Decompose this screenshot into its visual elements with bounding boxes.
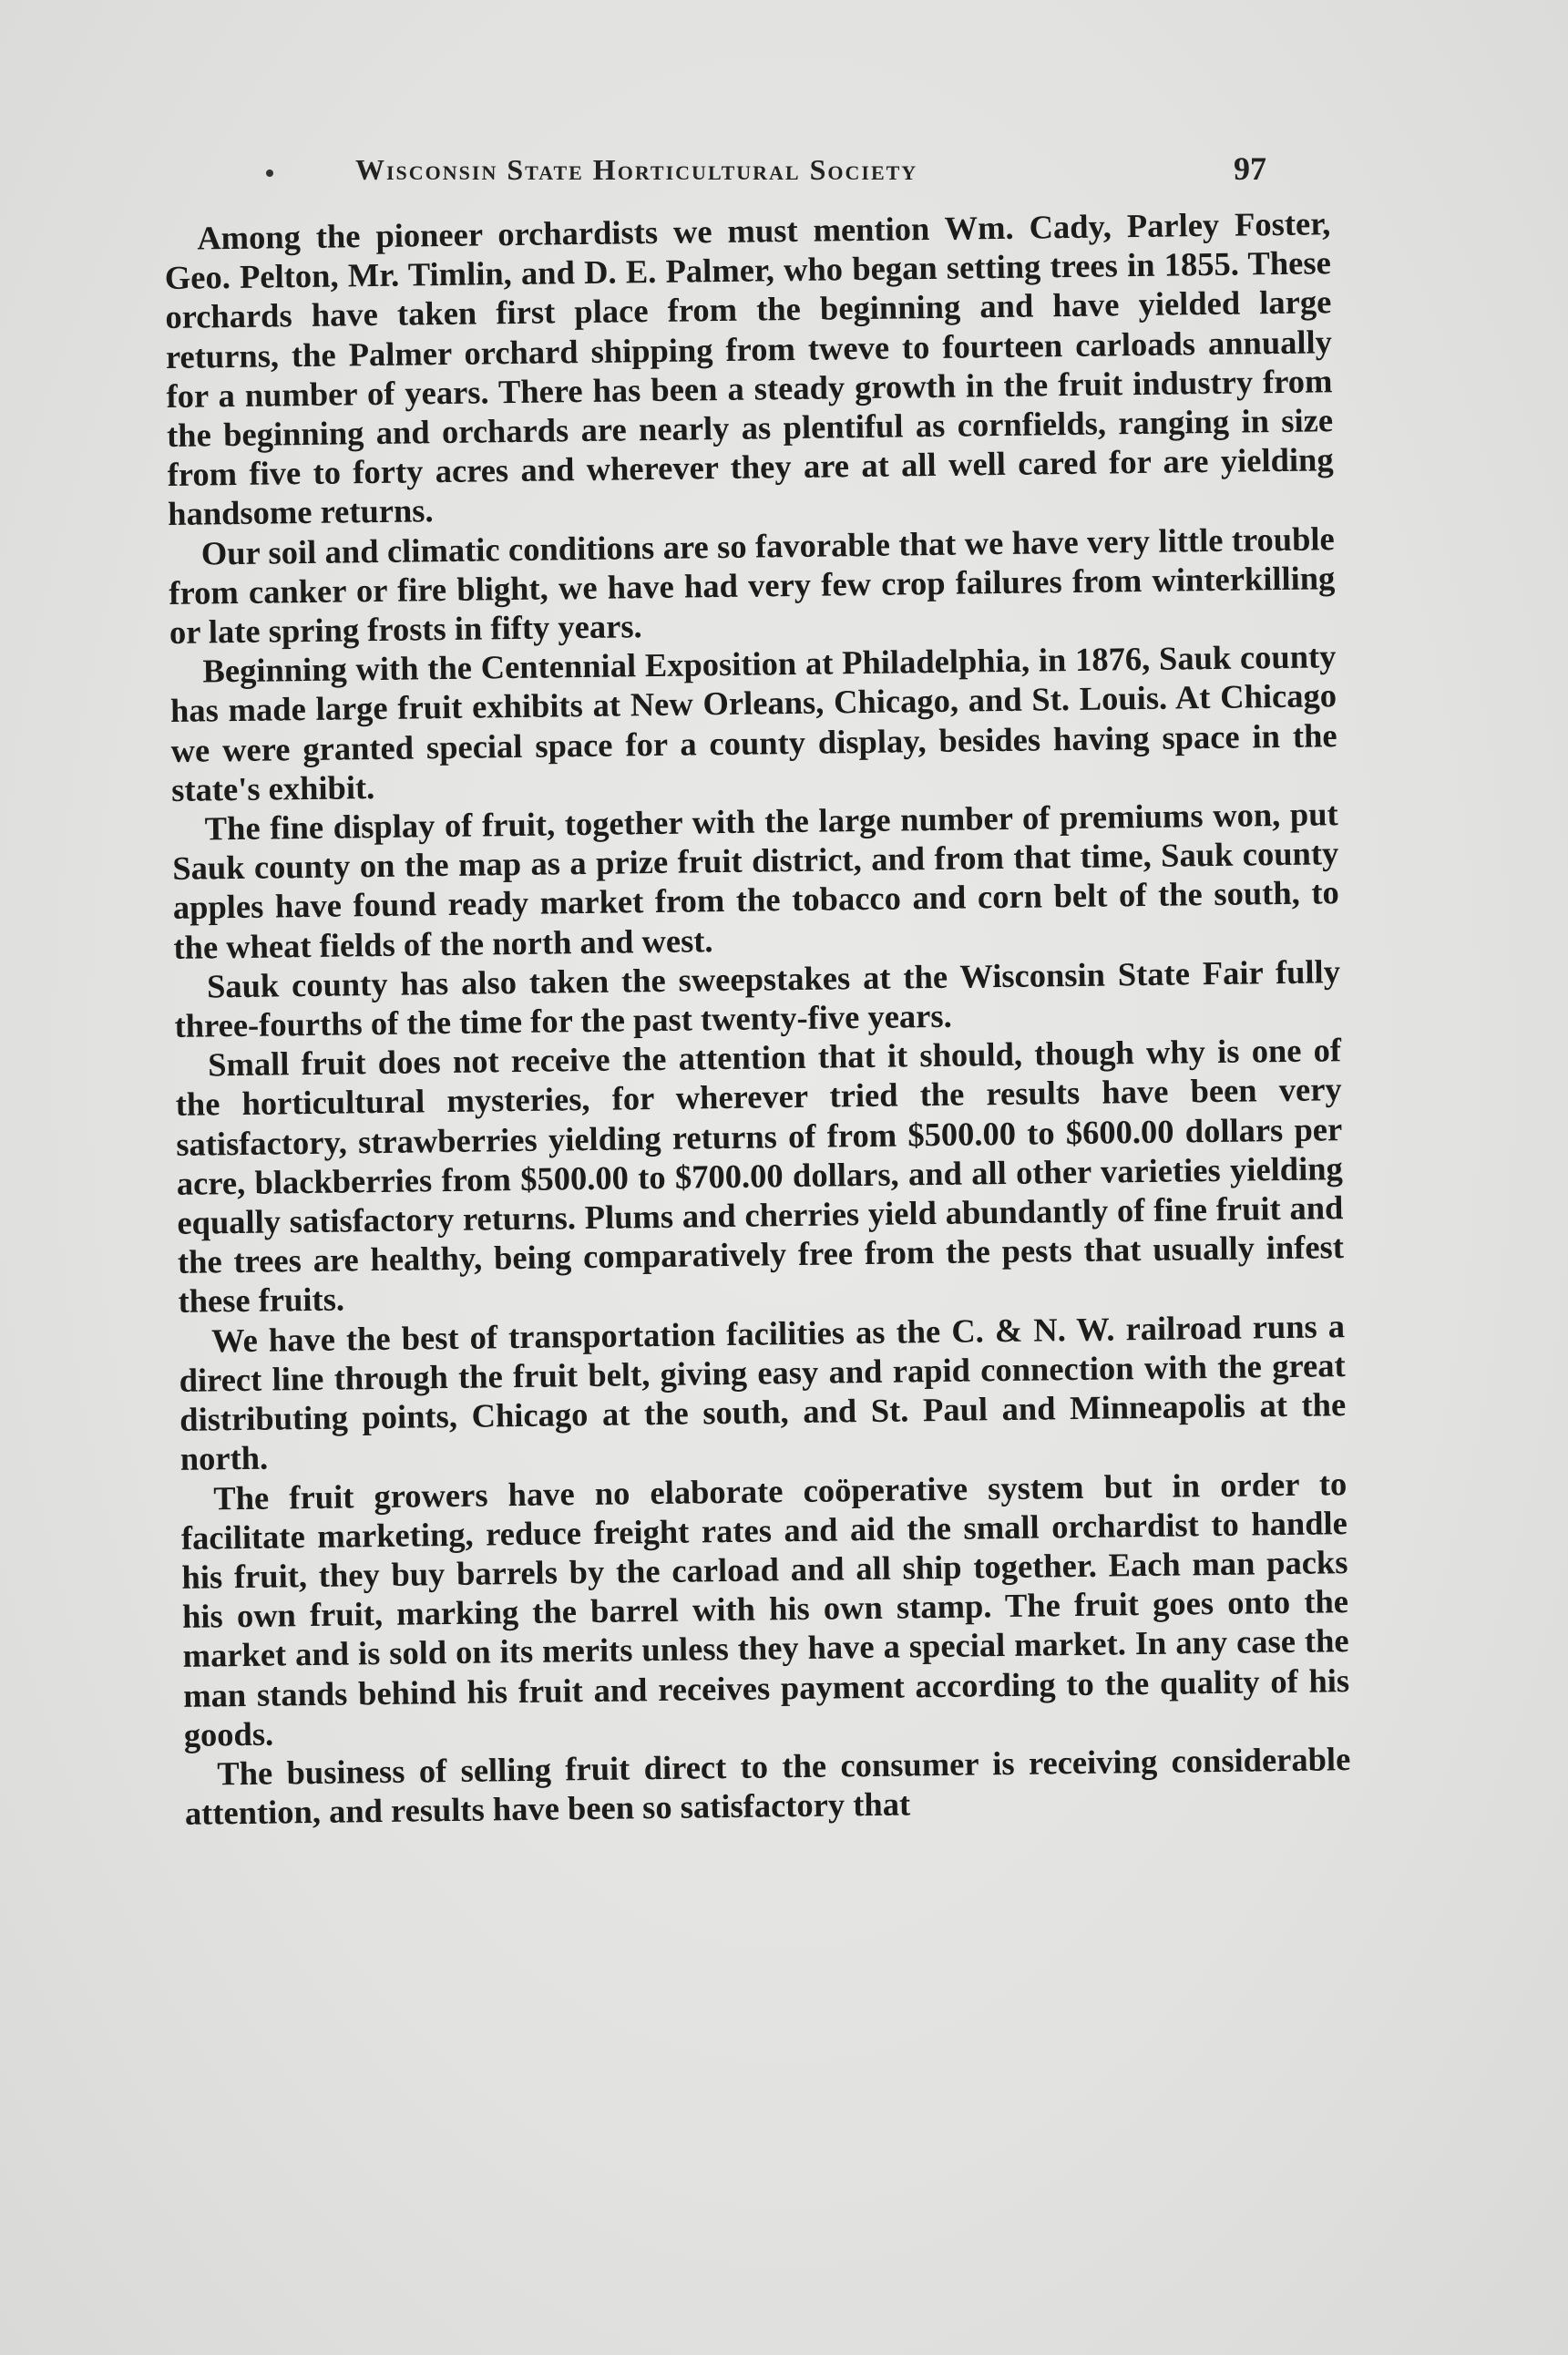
- paragraph: Small fruit does not receive the attention that it should, though why is one of the horticultural mysteries, for wherever tried the results have been very satisfactory, strawberries yielding returns of from $500.00 to $600.00 dollars per acre, blackberries from $500.00 to $700.00 dollars, and all other varieties yielding equally satisfactory returns. Plums and cherries yield abundantly of fine fruit and the trees are healthy, being comparatively free from the pests that usually infest these fruits.: [175, 1031, 1345, 1321]
- paragraph: We have the best of transportation facilities as the C. & N. W. railroad runs a direct line through the fruit belt, giving easy and rapid connection with the great distributing points, Chicago at the south, and St. Paul and Minneapolis at the north.: [179, 1306, 1347, 1478]
- header-bullet: [266, 170, 273, 177]
- body-text: [164, 203, 1351, 1833]
- paragraph: Among the pioneer orchardists we must mention Wm. Cady, Parley Foster, Geo. Pelton, Mr. Timlin, and D. E. Palmer, who began setting trees in 1855. These orchards have taken first place from the beginning and have yielded large returns, the Palmer orchard shipping from tweve to fourteen carloads annually for a number of years. There has been a steady growth in the fruit industry from the beginning and orchards are nearly as plentiful as cornfields, ranging in size from five to forty acres and wherever they are at all well cared for are yielding handsome returns.: [164, 204, 1334, 533]
- running-head: Wisconsin State Horticultural Society: [355, 153, 918, 186]
- paragraph: The fine display of fruit, together with the large number of premiums won, put Sauk county on the map as a prize fruit district, and from that time, Sauk county apples have found ready market from the tobacco and corn belt of the south, to the wheat fields of the north and west.: [172, 795, 1340, 966]
- paragraph: Sauk county has also taken the sweepstakes at the Wisconsin State Fair fully three-fourths of the time for the past twenty-five years.: [174, 952, 1341, 1044]
- page-number: 97: [1234, 150, 1266, 187]
- paragraph: Our soil and climatic conditions are so favorable that we have very little trouble from canker or fire blight, we have had very few crop failures from winterkilling or late spring frosts in fifty years.: [169, 519, 1336, 651]
- paragraph: The fruit growers have no elaborate coöperative system but in order to facilitate marketing, reduce freight rates and aid the small orchardist to handle his fruit, they buy barrels by the carload and all ship together. Each man packs his own fruit, marking the barrel with his own stamp. The fruit goes onto the market and is sold on its merits unless they have a special market. In any case the man stands behind his fruit and receives payment according to the quality of his goods.: [180, 1464, 1350, 1753]
- page-header: [273, 146, 1312, 201]
- paragraph: The business of selling fruit direct to the consumer is receiving considerable attention, and results have been so satisfactory that: [184, 1740, 1351, 1832]
- paragraph: Beginning with the Centennial Exposition at Philadelphia, in 1876, Sauk county has made large fruit exhibits at New Orleans, Chicago, and St. Louis. At Chicago we were granted special space for a county display, besides having space in the state's exhibit.: [169, 637, 1337, 808]
